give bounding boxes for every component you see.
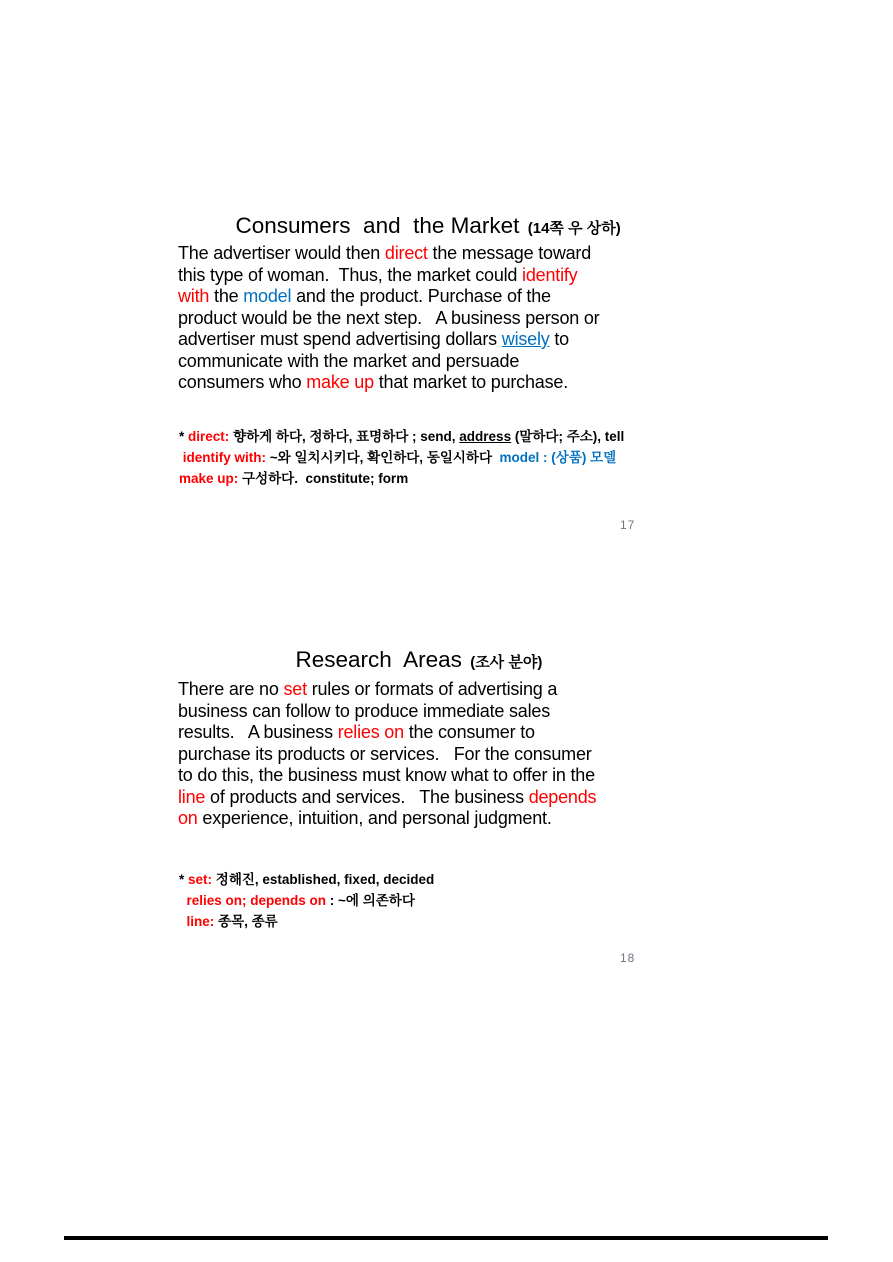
text-segment [179,914,187,929]
text-segment: relies on; depends on [186,893,327,908]
text-segment: relies on [337,722,404,742]
text-segment: that market to purchase. [373,372,569,392]
text-segment: (말하다; 주소), tell [511,429,625,444]
text-segment: consumers who [178,372,307,392]
text-line [178,701,596,723]
text-segment: identify with: [182,450,267,465]
vocab-line [179,426,624,447]
text-segment: this type of woman. Thus, the market could [178,264,523,285]
text-line [178,329,599,351]
text-segment: 종목, 종류 [214,914,278,929]
text-segment: product would be the next step. A business person or [178,307,600,328]
text-segment: make up: [179,471,239,486]
vocab-line [179,890,434,911]
text-segment: direct [384,243,428,263]
text-line [178,787,596,809]
text-line [178,372,599,394]
text-line [178,808,596,830]
vocab-line [179,911,434,932]
text-segment: model : (상품) 모델 [499,450,617,465]
text-segment: There are no [178,679,284,699]
text-segment: line: [186,914,215,929]
text-segment: and the product. Purchase of the [291,286,551,306]
text-segment: experience, intuition, and personal judgment. [197,808,552,828]
text-line [178,243,599,265]
vocab-line [179,869,434,890]
text-segment: the [209,286,244,306]
text-segment: 정해진, established, fixed, decided [212,872,435,887]
text-segment: The advertiser would then [178,243,385,263]
text-segment: depends [528,786,597,807]
text-segment: * [179,429,189,444]
text-line [178,679,596,701]
text-segment: set: [188,872,213,887]
text-segment: business can follow to produce immediate sales [178,700,550,721]
text-segment: ~와 일치시키다, 확인하다, 동일시하다 [266,450,500,465]
slide2-title-main: Research Areas [295,647,462,672]
slide1-paragraph [178,243,599,394]
slide2-paragraph [178,679,596,830]
slide1-vocab-notes [179,426,624,489]
text-segment: to [549,329,569,349]
page-number-17: 17 [620,518,636,532]
bottom-divider-line [64,1236,828,1240]
slide2-title-suffix: (조사 분야) [461,654,543,671]
text-segment: on [178,808,198,828]
text-segment: wisely [501,329,550,349]
text-line [178,308,599,330]
text-segment: the message toward [427,243,592,263]
text-segment: set [283,679,307,699]
slide2-vocab-notes [179,869,434,932]
text-segment: direct: [188,429,230,444]
text-segment: of products and services. The business [205,786,529,807]
text-segment: 구성하다. constitute; form [238,471,409,486]
slide1-title-main: Consumers and the Market [235,213,520,238]
text-line [178,765,596,787]
text-segment [179,893,187,908]
text-line [178,286,599,308]
slide1-title-suffix: (14쪽 우 상하) [519,220,621,237]
text-segment: advertiser must spend advertising dollars [178,329,502,349]
text-segment: rules or formats of advertising a [306,679,558,699]
text-line [178,265,599,287]
text-segment: to do this, the business must know what to offer in the [178,765,595,785]
page-number-18: 18 [620,951,636,965]
text-line [178,744,596,766]
text-segment: identify [522,264,578,285]
text-line [178,722,596,744]
text-segment: model [243,286,292,306]
text-segment: results. A business [178,722,338,742]
text-segment: with [178,286,210,306]
vocab-line [179,447,624,468]
text-segment: communicate with the market and persuade [178,350,520,371]
text-segment: 향하게 하다, 정하다, 표명하다 ; send, [229,429,460,444]
text-segment: make up [306,372,374,392]
text-line [178,351,599,373]
text-segment: address [459,429,512,444]
text-segment: the consumer to [403,722,535,742]
text-segment: purchase its products or services. For the consumer [178,743,592,764]
text-segment: line [178,786,206,807]
vocab-line [179,468,624,489]
text-segment: * [179,872,189,887]
text-segment: : ~에 의존하다 [326,893,415,908]
